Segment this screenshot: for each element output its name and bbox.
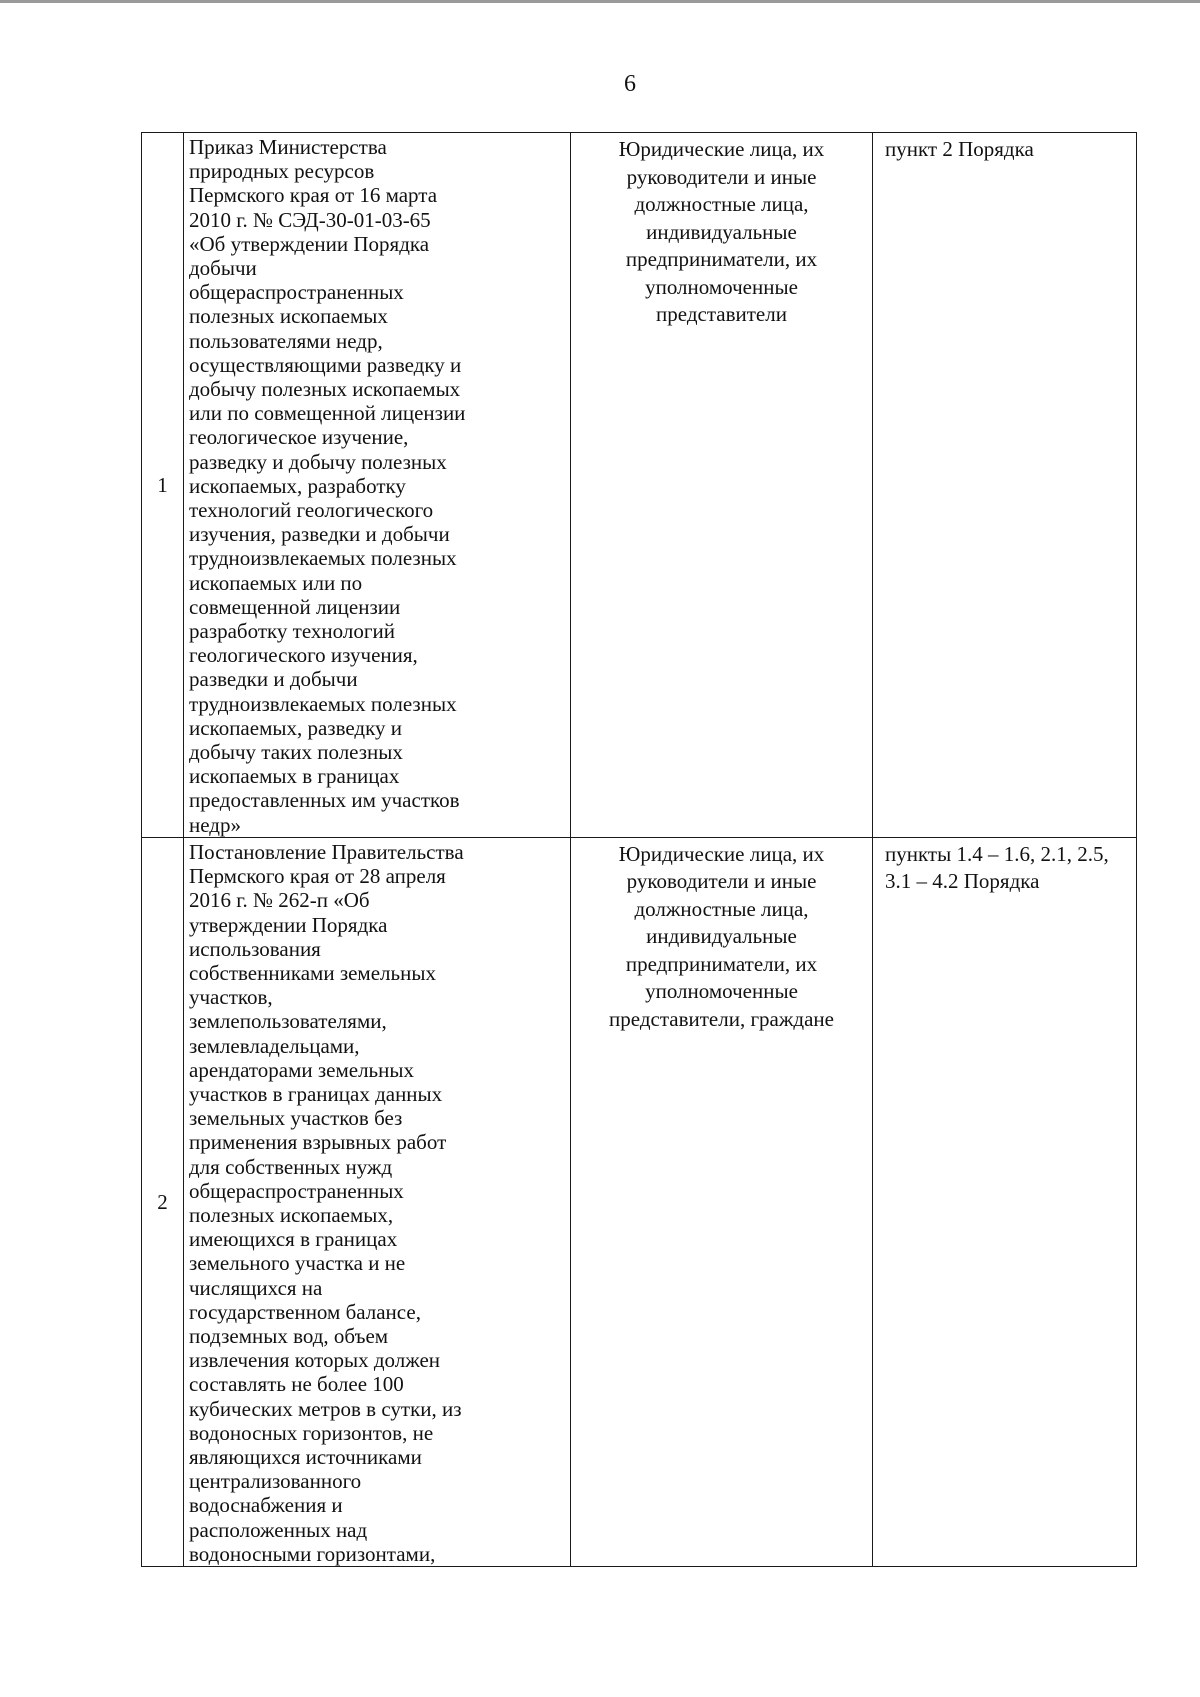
- scan-top-edge: [0, 0, 1200, 3]
- legal-act-cell: Приказ Министерства природных ресурсов Пермского края от 16 марта 2010 г. № СЭД-30-01-03-65 «Об утверждении Порядка добычи общераспространенных полезных ископаемых пользователями недр, осуществляющими разведку и добычу полезных ископаемых или по совмещенной лицензии геологическое изучение, разведку и добычу полезных ископаемых, разработку технологий геологического изучения, разведки и добычи трудноизвлекаемых полезных ископаемых или по совмещенной лицензии разработку технологий геологического изучения, разведки и добычи трудноизвлекаемых полезных ископаемых, разведку и добычу таких полезных ископаемых в границах предоставленных им участков недр»: [184, 133, 571, 838]
- document-table: [141, 132, 1137, 1567]
- subjects-cell: Юридические лица, их руководители и иные должностные лица, индивидуальные предприниматели, их уполномоченные представители, граждане: [571, 837, 873, 1566]
- subjects-cell: Юридические лица, их руководители и иные должностные лица, индивидуальные предприниматели, их уполномоченные представители: [571, 133, 873, 838]
- table-row: [142, 837, 1137, 1566]
- row-number-cell: 1: [142, 133, 184, 838]
- table-row: [142, 133, 1137, 838]
- reference-cell: пункт 2 Порядка: [873, 133, 1137, 838]
- page-number: 6: [624, 71, 636, 97]
- row-number-cell: 2: [142, 837, 184, 1566]
- reference-cell: пункты 1.4 – 1.6, 2.1, 2.5, 3.1 – 4.2 Порядка: [873, 837, 1137, 1566]
- legal-act-cell: Постановление Правительства Пермского края от 28 апреля 2016 г. № 262-п «Об утверждении Порядка использования собственниками земельных участков, землепользователями, землевладельцами, арендаторами земельных участков в границах данных земельных участков без применения взрывных работ для собственных нужд общераспространенных полезных ископаемых, имеющихся в границах земельного участка и не числящихся на государственном балансе, подземных вод, объем извлечения которых должен составлять не более 100 кубических метров в сутки, из водоносных горизонтов, не являющихся источниками централизованного водоснабжения и расположенных над водоносными горизонтами,: [184, 837, 571, 1566]
